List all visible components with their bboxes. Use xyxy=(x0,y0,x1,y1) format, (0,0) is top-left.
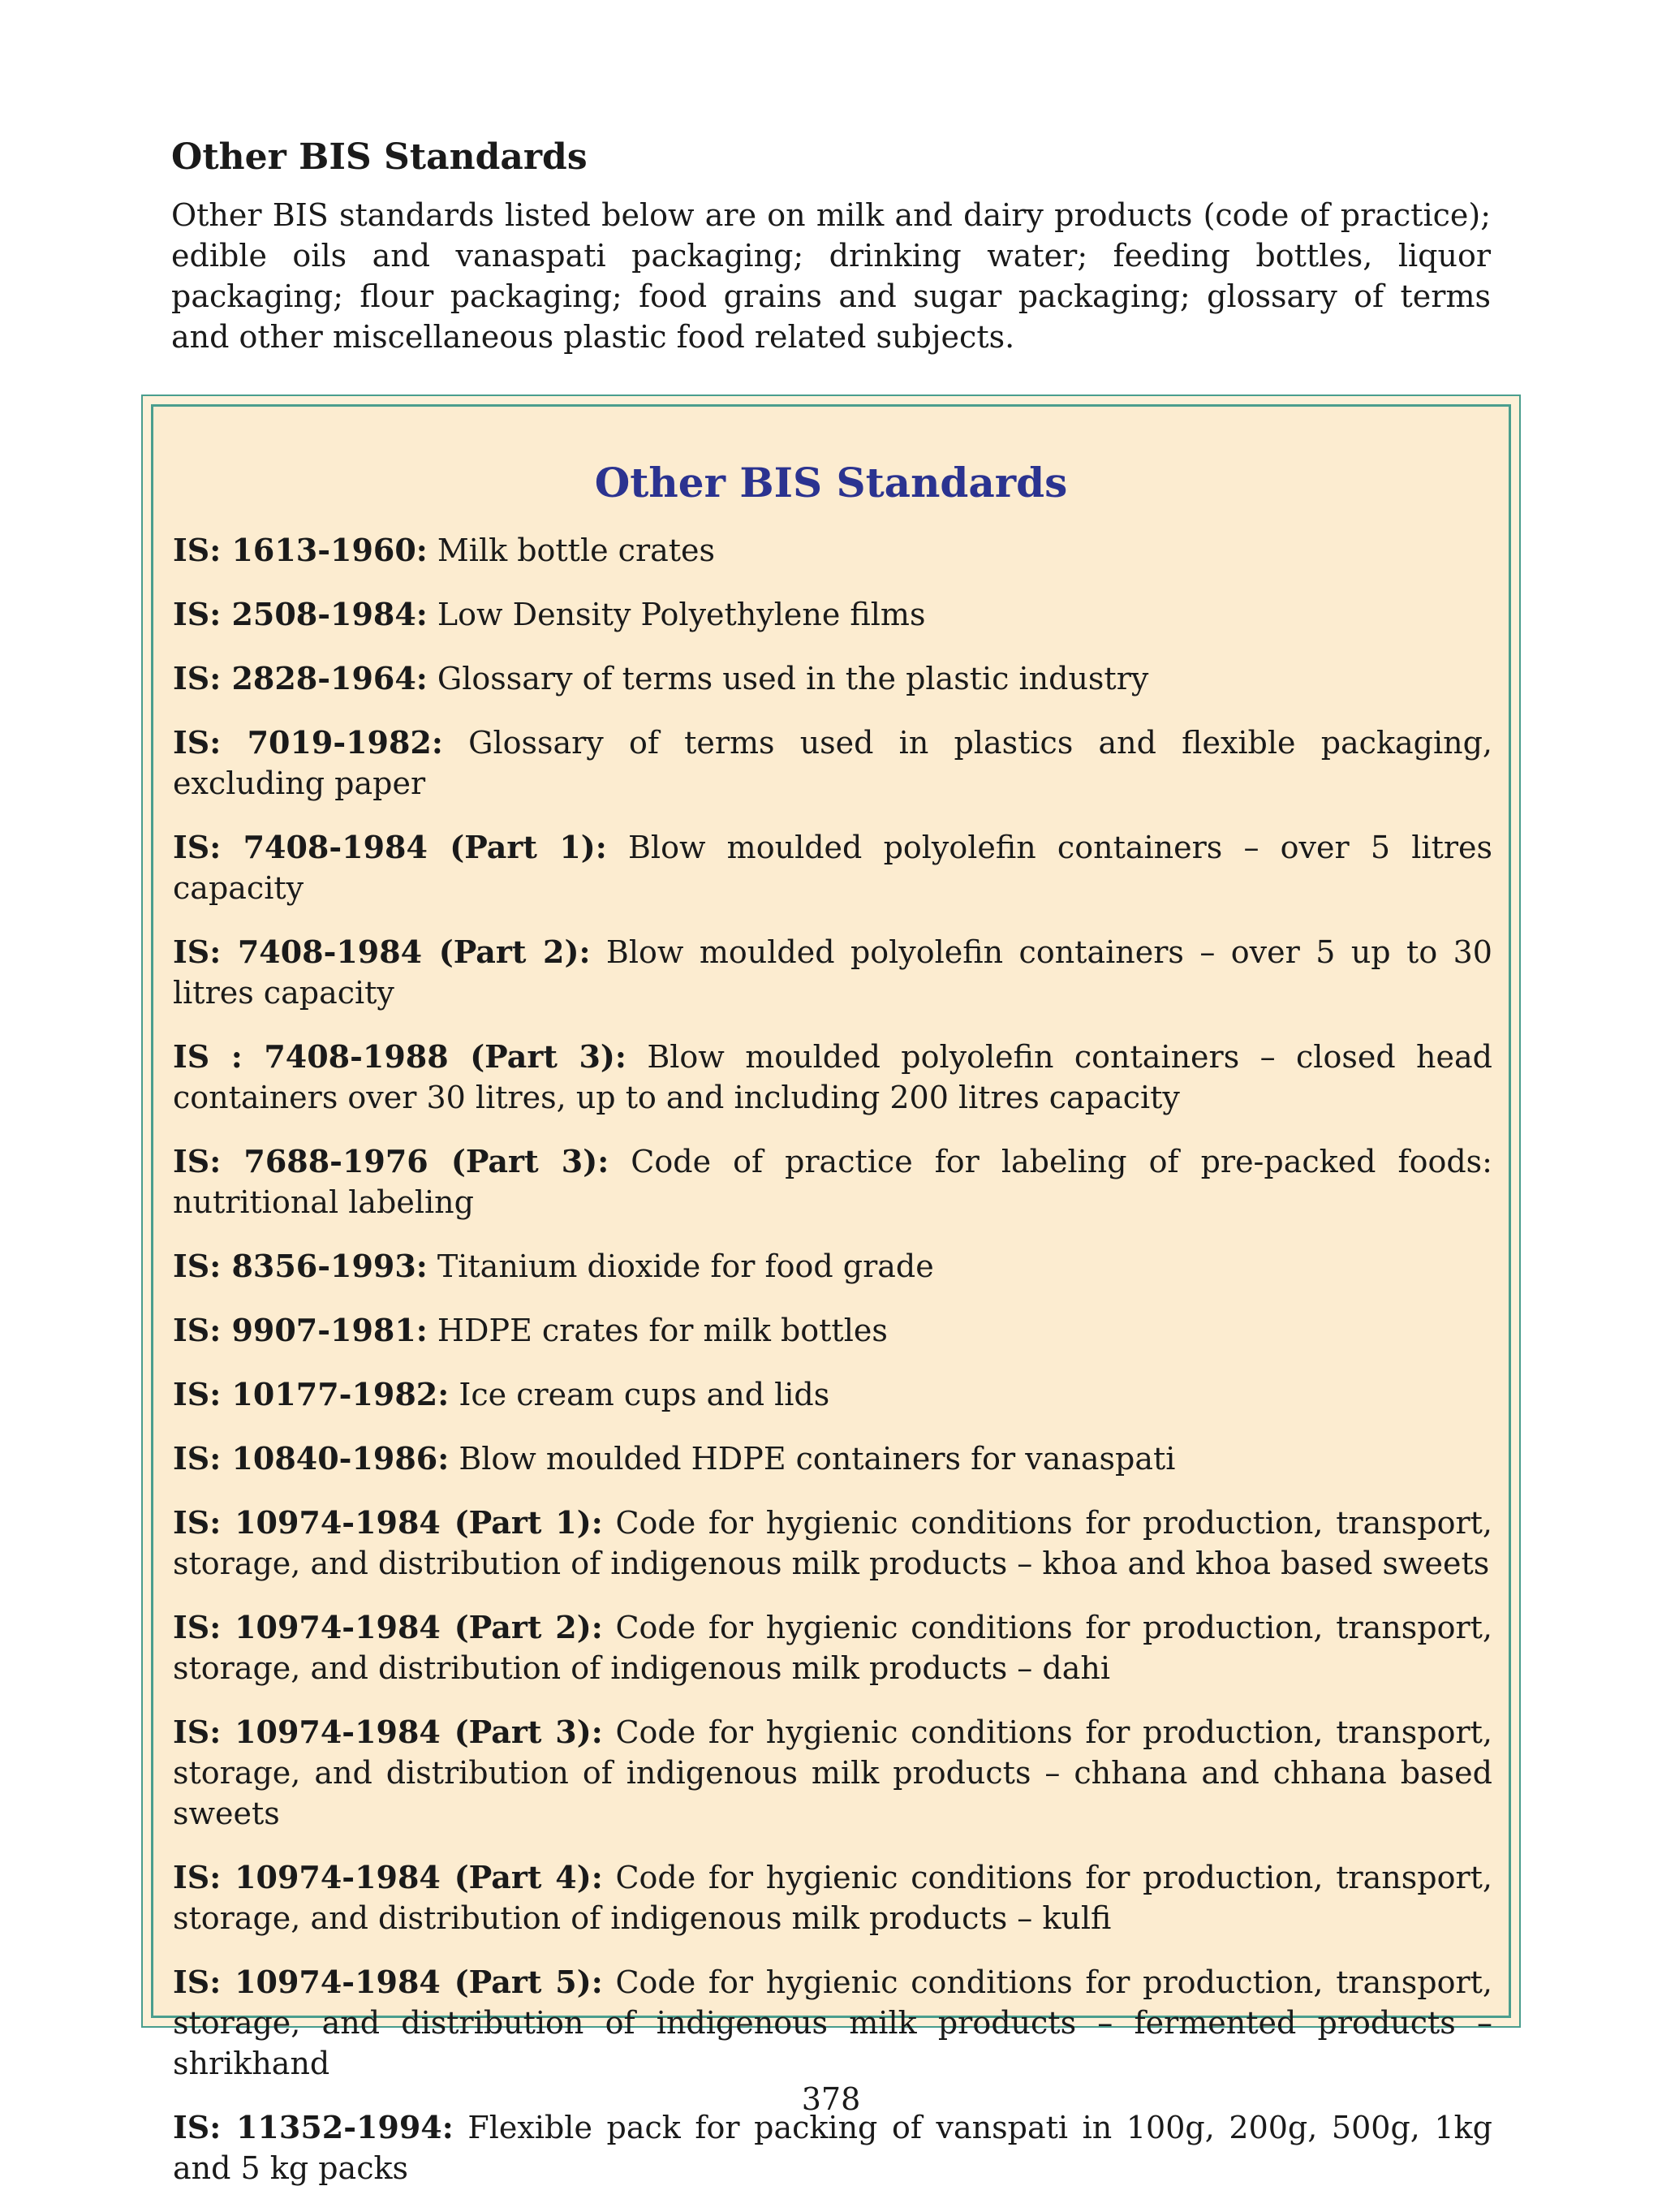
standard-description: Code for hygienic conditions for production, transport, storage, and distribution of indigenous milk products – khoa and khoa based sweets xyxy=(173,1505,1492,1581)
standard-item xyxy=(173,1857,1492,1938)
standard-code: IS: 7408-1984 (Part 1): xyxy=(173,829,607,865)
standards-list xyxy=(173,530,1492,2212)
standard-item xyxy=(173,932,1492,1013)
standard-description: Flexible pack for packing of vanspati in 100g, 200g, 500g, 1kg and 5 kg packs xyxy=(173,2110,1492,2186)
standard-description: Code for hygienic conditions for production, transport, storage, and distribution of indigenous milk products – kulfi xyxy=(173,1860,1492,1936)
standard-item xyxy=(173,1962,1492,2084)
standard-code: IS: 10974-1984 (Part 1): xyxy=(173,1504,603,1541)
standard-item xyxy=(173,722,1492,804)
standard-description: Blow moulded HDPE containers for vanaspati xyxy=(459,1441,1176,1477)
standard-item xyxy=(173,1037,1492,1118)
standard-item xyxy=(173,1712,1492,1834)
standard-code: IS: 7019-1982: xyxy=(173,724,443,761)
standard-code: IS: 7408-1984 (Part 2): xyxy=(173,934,591,970)
standard-description: Code for hygienic conditions for production, transport, storage, and distribution of indigenous milk products – chhana and chhana based sweets xyxy=(173,1714,1492,1831)
standard-description: Code for hygienic conditions for production, transport, storage, and distribution of indigenous milk products – dahi xyxy=(173,1610,1492,1686)
standard-description: Glossary of terms used in plastics and flexible packaging, excluding paper xyxy=(173,725,1493,801)
standard-item xyxy=(173,1310,1492,1351)
standard-description: Blow moulded polyolefin containers – closed head containers over 30 litres, up to and including 200 litres capacity xyxy=(173,1039,1492,1115)
standard-item xyxy=(173,1141,1492,1222)
section-heading: Other BIS Standards xyxy=(171,136,588,178)
standard-description: Milk bottle crates xyxy=(437,533,716,568)
standard-description: Glossary of terms used in the plastic industry xyxy=(437,661,1149,696)
standard-item xyxy=(173,1503,1492,1584)
standard-code: IS: 10974-1984 (Part 2): xyxy=(173,1609,603,1645)
standard-item xyxy=(173,827,1492,908)
standard-code: IS: 10840-1986: xyxy=(173,1440,450,1477)
standard-description: Blow moulded polyolefin containers – over 5 up to 30 litres capacity xyxy=(173,934,1492,1011)
section-intro: Other BIS standards listed below are on milk and dairy products (code of practice); edible oils and vanaspati packaging; drinking water; feeding bottles, liquor packaging; flour packaging; food grains and sugar packaging; glossary of terms and other miscellaneous plastic food related subjects. xyxy=(171,197,1491,355)
standard-description: Blow moulded polyolefin containers – over 5 litres capacity xyxy=(173,830,1492,906)
standard-code: IS: 2508-1984: xyxy=(173,596,428,632)
standard-item xyxy=(173,1438,1492,1479)
standard-item xyxy=(173,1246,1492,1287)
standard-code: IS: 10974-1984 (Part 3): xyxy=(173,1714,603,1750)
standard-description: HDPE crates for milk bottles xyxy=(437,1313,888,1348)
standard-description: Code of practice for labeling of pre-packed foods: nutritional labeling xyxy=(173,1144,1492,1220)
standard-code: IS : 7408-1988 (Part 3): xyxy=(173,1038,626,1075)
standard-code: IS: 2828-1964: xyxy=(173,660,428,696)
standard-code: IS: 7688-1976 (Part 3): xyxy=(173,1143,609,1179)
standard-description: Titanium dioxide for food grade xyxy=(437,1248,934,1284)
standard-item xyxy=(173,530,1492,571)
standard-item xyxy=(173,658,1492,699)
standard-description: Low Density Polyethylene films xyxy=(437,597,926,632)
standard-code: IS: 10974-1984 (Part 5): xyxy=(173,1964,603,2000)
standard-code: IS: 10974-1984 (Part 4): xyxy=(173,1859,603,1895)
standard-item xyxy=(173,1374,1492,1415)
standard-code: IS: 1613-1960: xyxy=(173,532,428,568)
box-title: Other BIS Standards xyxy=(594,459,1068,507)
standard-item xyxy=(173,1607,1492,1688)
standard-description: Code for hygienic conditions for production, transport, storage, and distribution of indigenous milk products – fermented products – shrikhand xyxy=(173,1964,1492,2081)
standard-code: IS: 9907-1981: xyxy=(173,1312,428,1348)
page-number: 378 xyxy=(801,2081,861,2117)
standard-code: IS: 11352-1994: xyxy=(173,2109,454,2145)
standard-item xyxy=(173,2107,1492,2188)
standard-item xyxy=(173,594,1492,635)
standard-description: Ice cream cups and lids xyxy=(459,1377,830,1412)
standard-code: IS: 10177-1982: xyxy=(173,1376,450,1412)
standard-code: IS: 8356-1993: xyxy=(173,1248,428,1284)
